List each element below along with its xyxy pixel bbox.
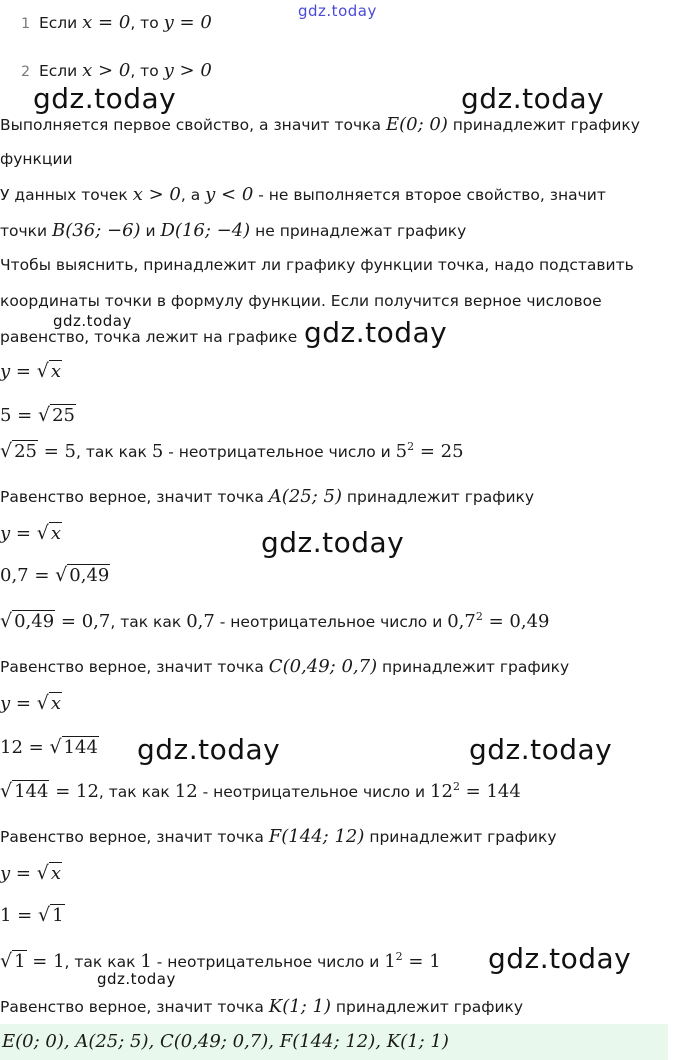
list-text: Если — [38, 62, 78, 80]
text: принадлежит графику — [346, 488, 535, 506]
text: , так как — [76, 443, 147, 461]
radicand: 0,49 — [69, 565, 110, 586]
text: принадлежит графику — [452, 116, 640, 134]
equation-line: 12 = √ 144 — [0, 736, 98, 758]
formula-line: y = √ x — [0, 522, 61, 544]
text-line — [0, 220, 680, 241]
text: - не выполняется второе свойство, значит — [258, 186, 606, 204]
text: координаты точки в формулу функции. Если получится верное числовое — [0, 292, 602, 310]
value: 144 — [486, 781, 521, 802]
text: равенство, точка лежит на графике — [0, 328, 298, 346]
text: Чтобы выяснить, принадлежит ли графику функции точка, надо подставить — [0, 256, 634, 274]
text: , а — [180, 186, 201, 204]
conclusion-line — [0, 826, 680, 847]
value: 1 — [53, 951, 65, 972]
radicand: 25 — [52, 405, 75, 426]
text: Равенство верное, значит точка — [0, 658, 264, 676]
formula-line: y = √ x — [0, 360, 61, 382]
list-text: Если — [38, 14, 78, 32]
value: 25 — [440, 441, 464, 462]
watermark: gdz.today — [304, 316, 448, 349]
text: Выполняется первое свойство, а значит точка — [0, 116, 382, 134]
radicand: 144 — [63, 737, 98, 758]
watermark: gdz.today — [469, 733, 613, 766]
value: 1 — [140, 951, 152, 972]
text: точки — [0, 222, 48, 240]
value: 1 — [429, 951, 441, 972]
check-line: √ 25 = 5, так как 5 - неотрицательное число и $5^2 = 25$ — [0, 440, 464, 462]
value: 5 — [64, 441, 76, 462]
watermark: gdz.today — [137, 733, 281, 766]
list-text: , то — [130, 62, 159, 80]
value: 12 — [430, 781, 453, 802]
formula-line: y = √ x — [0, 862, 61, 884]
text: - неотрицательное число и — [219, 613, 443, 631]
point-label: E(0; 0) — [385, 114, 448, 135]
eq-lhs: 12 — [0, 737, 23, 758]
list-text: , то — [130, 14, 159, 32]
math-expression: y > 0 — [163, 60, 212, 81]
text: Равенство верное, значит точка — [0, 998, 264, 1016]
text: принадлежит графику — [382, 658, 570, 676]
text: , так как — [98, 783, 170, 801]
check-line: √ 144 = 12, так как 12 - неотрицательное число и $12^2 = 144$ — [0, 780, 521, 802]
watermark: gdz.today — [33, 82, 177, 115]
list-item-1 — [0, 12, 680, 33]
value: 0,7 — [186, 611, 215, 632]
equation-line: 5 = √ 25 — [0, 404, 75, 426]
math-expression: x > 0 — [132, 184, 181, 205]
watermark: gdz.today — [261, 526, 405, 559]
value: 1 — [384, 951, 396, 972]
watermark: gdz.today — [488, 942, 632, 975]
conclusion-line — [0, 486, 680, 507]
value: 12 — [174, 781, 198, 802]
point-label: D(16; −4) — [160, 220, 251, 241]
value: 0,7 — [81, 611, 111, 632]
text: , так как — [110, 613, 182, 631]
equation-line: 1 = √ 1 — [0, 904, 64, 926]
list-number: 1 — [21, 16, 30, 32]
text: Равенство верное, значит точка — [0, 828, 264, 846]
watermark: gdz.today — [97, 970, 176, 988]
eq-lhs: 5 — [0, 405, 12, 426]
text: - неотрицательное число и — [156, 953, 380, 971]
math-expression: y = 0 — [163, 12, 212, 33]
value: 5 — [151, 441, 164, 462]
text: , так как — [64, 953, 136, 971]
value: 0,49 — [509, 611, 550, 632]
point-label: K(1; 1) — [268, 996, 331, 1017]
point-label: B(36; −6) — [52, 220, 141, 241]
text: принадлежит графику — [335, 998, 524, 1016]
value: 0,7 — [447, 611, 476, 632]
conclusion-line — [0, 996, 680, 1017]
conclusion-line — [0, 656, 680, 677]
watermark: gdz.today — [53, 312, 132, 330]
radicand: 0,49 — [14, 611, 55, 632]
text-line — [0, 292, 680, 310]
text: функции — [0, 150, 73, 168]
math-expression: x > 0 — [82, 60, 131, 81]
text-line — [0, 256, 680, 274]
radicand: 144 — [14, 781, 49, 802]
point-label: A(25; 5) — [268, 486, 342, 507]
check-line: √ 0,49 = 0,7, так как 0,7 - неотрицательное число и $0,7^2 = 0,49$ — [0, 610, 550, 632]
equation-line: 0,7 = √ 0,49 — [0, 564, 110, 586]
value: 5 — [395, 441, 408, 462]
answer-box: E(0; 0), A(25; 5), C(0,49; 0,7), F(144; 12), K(1; 1) — [0, 1024, 668, 1060]
formula-line: y = √ x — [0, 692, 61, 714]
math-expression: y < 0 — [205, 184, 254, 205]
list-item-2 — [0, 60, 680, 81]
text: принадлежит графику — [369, 828, 557, 846]
radicand: 1 — [52, 905, 64, 926]
text: Равенство верное, значит точка — [0, 488, 264, 506]
text: - неотрицательное число и — [202, 783, 426, 801]
text: У данных точек — [0, 186, 128, 204]
radicand: 25 — [14, 441, 38, 462]
watermark: gdz.today — [461, 82, 605, 115]
text: и — [145, 222, 156, 240]
list-number: 2 — [21, 64, 30, 80]
eq-lhs: 1 — [0, 905, 12, 926]
check-line: √ 1 = 1, так как 1 - неотрицательное число и $1^2 = 1$ — [0, 950, 441, 972]
point-label: C(0,49; 0,7) — [268, 656, 378, 677]
text: - неотрицательное число и — [168, 443, 391, 461]
text-line — [0, 184, 680, 205]
point-label: F(144; 12) — [268, 826, 365, 847]
text: не принадлежат графику — [255, 222, 467, 240]
math-expression: x = 0 — [82, 12, 131, 33]
radicand: 1 — [14, 951, 26, 972]
text-line — [0, 150, 680, 168]
eq-lhs: 0,7 — [0, 565, 29, 586]
watermark: gdz.today — [298, 2, 377, 20]
value: 12 — [76, 781, 99, 802]
text-line — [0, 114, 680, 135]
